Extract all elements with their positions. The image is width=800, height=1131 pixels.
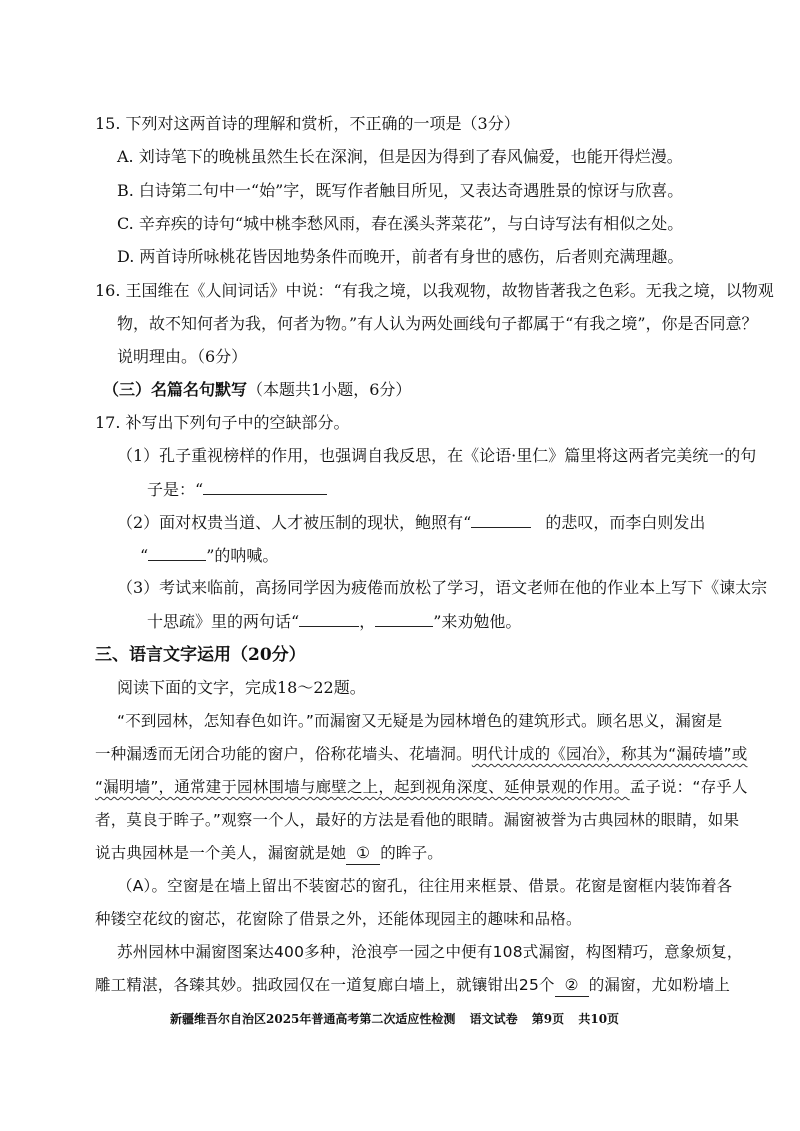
q15-option-c: C. 辛弃疾的诗句“城中桃李愁风雨，春在溪头荠菜花”，与白诗写法有相似之处。 (117, 214, 684, 233)
passage-p2-line1: （A）。空窗是在墙上留出不装窗芯的窗孔，往往用来框景、借景。花窗是窗框内装饰着各 (117, 877, 733, 895)
page-footer (170, 1008, 619, 1030)
q17-part3-text-c: ”来劝勉他。 (433, 612, 522, 631)
passage-p3-line2-end: 的漏窗，尤如粉墙上 (588, 976, 731, 994)
section-3-heading (103, 379, 411, 401)
footer-total-pages: 共10页 (578, 1012, 620, 1026)
passage-p1-line3-text: 孟子说：“存乎人 (629, 778, 748, 796)
passage-p1-line4: 者，莫良于眸子。”观察一个人，最好的方法是看他的眼睛。漏窗被誉为古典园林的眼睛，如果 (95, 811, 740, 829)
q17-part2-text-b: 的悲叹，而李白则发出 (545, 513, 706, 532)
part-3-title: 三、语言文字运用（20分） (95, 645, 306, 665)
q15-option-a: A. 刘诗笔下的晚桃虽然生长在深涧，但是因为得到了春风偏爱，也能开得烂漫。 (117, 147, 683, 166)
q16-line-2: 物，故不知何者为我，何者为物。”有人认为两处画线句子都属于“有我之境”，你是否同意？ (117, 314, 758, 333)
q17-part2-text-c: ”的呐喊。 (206, 546, 279, 565)
section-3-note: （本题共1小题，6分） (247, 380, 412, 399)
passage-p3-line2 (95, 974, 730, 997)
footer-subject: 语文试卷 (469, 1012, 518, 1026)
q17-blank-4[interactable] (299, 610, 359, 627)
q15-stem: 15. 下列对这两首诗的理解和赏析，不正确的一项是（3分） (95, 114, 520, 133)
passage-p1-line1: “不到园林，怎知春色如许。”而漏窗又无疑是为园林增色的建筑形式。顾名思义，漏窗是 (117, 712, 723, 730)
q17-blank-1[interactable] (203, 478, 327, 495)
passage-p1-line5-text: 说古典园林是一个美人，漏窗就是她 (95, 844, 347, 862)
passage-p3-line2-text: 雕工精湛，各臻其妙。拙政园仅在一道复廊白墙上，就镶钳出25个 (95, 976, 555, 994)
q17-blank-5[interactable] (375, 610, 433, 627)
passage-underlined-1: 明代计成的《园冶》，称其为“漏砖墙”或 (471, 745, 748, 763)
passage-p1-line5-end: 的眸子。 (380, 844, 444, 862)
q17-stem: 17. 补写出下列句子中的空缺部分。 (95, 413, 350, 432)
passage-p3-line1: 苏州园林中漏窗图案达400多种，沧浪亭一园之中便有108式漏窗，构图精巧，意象烦复， (117, 943, 743, 961)
q16-line-3: 说明理由。（6分） (117, 347, 248, 366)
q15-option-b: B. 白诗第二句中一“始”字，既写作者触目所见，又表达奇遇胜景的惊讶与欣喜。 (117, 181, 684, 200)
q17-part2-open-quote: “ (140, 546, 149, 565)
q17-part3-comma: ， (359, 612, 376, 631)
q17-part3-line2 (147, 610, 521, 633)
q17-blank-3[interactable] (148, 544, 206, 561)
section-3-title: （三）名篇名句默写 (103, 380, 248, 399)
passage-p2-line2: 种镂空花纹的窗芯，花窗除了借景之外，还能体现园主的趣味和品格。 (95, 910, 582, 928)
passage-p1-line3 (95, 776, 748, 798)
passage-p1-line2 (95, 743, 747, 765)
passage-p1-line2-text: 一种漏透而无闭合功能的窗户，俗称花墙头、花墙洞。 (95, 745, 472, 763)
q17-part3-line1: （3）考试来临前，高扬同学因为疲倦而放松了学习，语文老师在他的作业本上写下《谏太宗 (117, 578, 768, 597)
q17-part1-prefix: 子是：“ (147, 480, 204, 499)
q17-part1-line2 (147, 478, 327, 501)
q17-part1-line1: （1）孔子重视榜样的作用，也强调自我反思，在《论语·里仁》篇里将这两者完美统一的句 (117, 446, 757, 465)
footer-page-number: 第9页 (531, 1012, 565, 1026)
passage-underlined-2: “漏明墙”，通常建于园林围墙与廊壁之上，起到视角深度、延伸景观的作用。 (95, 778, 630, 796)
blank-marker-2: ② (555, 974, 589, 997)
q17-part2-text-a: （2）面对权贵当道、人才被压制的现状，鲍照有“ (117, 513, 472, 532)
part-3-intro: 阅读下面的文字，完成18～22题。 (117, 678, 366, 697)
q16-line-1: 16. 王国维在《人间词话》中说：“有我之境，以我观物，故物皆著我之色彩。无我之境，以物观 (95, 281, 774, 300)
q17-blank-2[interactable] (471, 511, 531, 528)
passage-p1-line5 (95, 842, 443, 865)
q17-part3-text-a: 十思疏》里的两句话“ (147, 612, 300, 631)
q15-option-d: D. 两首诗所咏桃花皆因地势条件而晚开，前者有身世的感伤，后者则充满理趣。 (117, 247, 684, 266)
q17-part2-line1 (117, 511, 705, 534)
q17-part2-line2 (140, 544, 278, 567)
footer-exam-title: 新疆维吾尔自治区2025年普通高考第二次适应性检测 (170, 1012, 456, 1026)
blank-marker-1: ① (346, 842, 380, 865)
